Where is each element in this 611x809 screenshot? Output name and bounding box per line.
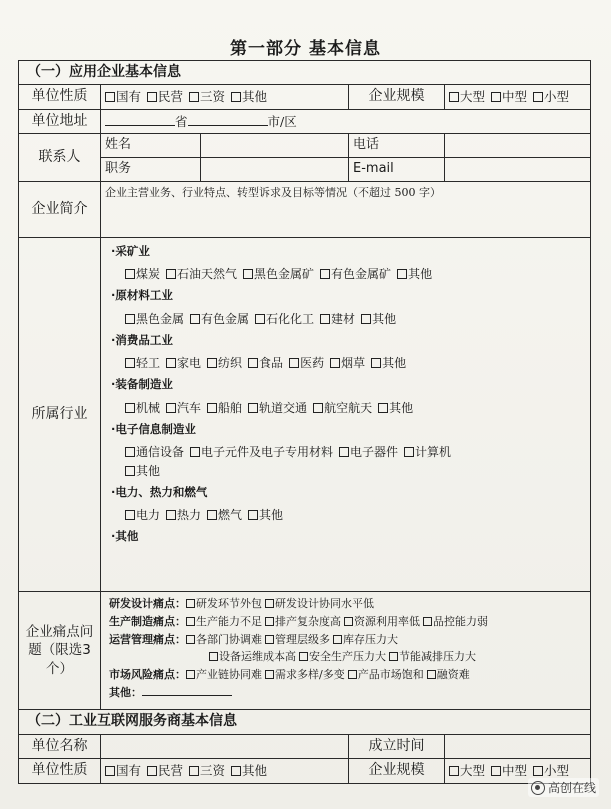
checkbox-label: 黑色金属 [136, 311, 185, 326]
checkbox-icon[interactable] [289, 358, 299, 368]
pain-other-row [109, 686, 586, 700]
pain-row [109, 650, 586, 664]
checkbox-option[interactable] [378, 401, 413, 415]
checkbox-option[interactable] [299, 650, 386, 663]
checkbox-icon[interactable] [265, 670, 274, 679]
checkbox-icon[interactable] [243, 269, 253, 279]
contact-phone-label: 电话 [349, 134, 445, 158]
contact-position-field[interactable] [201, 158, 349, 182]
checkbox-option[interactable] [105, 763, 141, 778]
industry-group-title: ·原材料工业 [111, 288, 173, 303]
checkbox-label: 汽车 [177, 400, 202, 415]
checkbox-label: 民营 [158, 763, 184, 779]
checkbox-label: 研发环节外包 [196, 597, 262, 610]
industry-group-title: ·消费品工业 [111, 332, 173, 347]
industry-group-options [125, 508, 584, 523]
checkbox-icon[interactable] [189, 92, 199, 102]
checkbox-icon[interactable] [189, 766, 199, 776]
wechat-logo-icon [531, 781, 545, 795]
intro-field[interactable] [101, 182, 591, 238]
checkbox-label: 家电 [177, 356, 202, 371]
checkbox-option[interactable] [371, 356, 406, 370]
checkbox-label: 资源利用率低 [354, 614, 420, 628]
checkbox-icon[interactable] [265, 599, 274, 608]
checkbox-icon[interactable] [255, 314, 265, 324]
checkbox-option[interactable] [313, 401, 372, 415]
checkbox-option[interactable] [330, 356, 365, 370]
checkbox-icon[interactable] [207, 403, 217, 413]
scale-label: 企业规模 [349, 85, 445, 110]
contact-name-field[interactable] [201, 134, 349, 158]
pain-row-title: 研发设计痛点： [109, 597, 186, 610]
scale-options [445, 85, 591, 110]
pain-row [109, 633, 586, 647]
checkbox-option[interactable] [207, 356, 242, 370]
checkbox-option[interactable] [449, 763, 485, 778]
pain-row [109, 668, 586, 682]
checkbox-icon[interactable] [320, 314, 330, 324]
checkbox-option[interactable] [125, 445, 184, 459]
checkbox-icon[interactable] [397, 269, 407, 279]
industry-group-title: ·装备制造业 [111, 377, 173, 392]
checkbox-label: 船舶 [218, 400, 243, 415]
checkbox-icon[interactable] [147, 92, 157, 102]
checkbox-icon[interactable] [320, 269, 330, 279]
checkbox-option[interactable] [389, 650, 476, 663]
checkbox-option[interactable] [190, 445, 333, 459]
checkbox-option[interactable] [125, 508, 160, 522]
industry-group-options [125, 401, 584, 416]
industry-group-options [125, 267, 584, 282]
checkbox-icon[interactable] [265, 635, 274, 644]
checkbox-icon[interactable] [105, 92, 115, 102]
checkbox-option[interactable] [248, 401, 307, 415]
checkbox-label: 需求多样/多变 [275, 668, 345, 681]
checkbox-label: 纺织 [218, 356, 243, 371]
checkbox-option[interactable] [125, 401, 160, 415]
checkbox-label: 其他 [242, 763, 268, 779]
checkbox-icon[interactable] [105, 766, 115, 776]
contact-name-label: 姓名 [101, 134, 201, 158]
checkbox-option[interactable] [339, 445, 398, 459]
checkbox-option[interactable] [186, 615, 262, 628]
checkbox-option[interactable] [397, 267, 432, 281]
checkbox-label: 三资 [200, 89, 226, 105]
checkbox-icon[interactable] [299, 652, 308, 661]
section2-heading: （二）工业互联网服务商基本信息 [19, 710, 591, 735]
page-title: 第一部分 基本信息 [230, 39, 381, 59]
industry-group-title: ·采矿业 [111, 244, 150, 258]
checkbox-label: 中型 [502, 89, 528, 105]
checkbox-option[interactable] [183, 89, 225, 104]
checkbox-option[interactable] [289, 356, 324, 370]
industry-options [101, 238, 591, 592]
checkbox-option[interactable] [527, 89, 569, 104]
checkbox-option[interactable] [248, 356, 283, 370]
checkbox-label: 石化化工 [266, 311, 315, 326]
checkbox-option[interactable] [125, 464, 160, 478]
checkbox-option[interactable] [183, 763, 225, 778]
checkbox-option[interactable] [265, 633, 330, 646]
watermark [528, 778, 599, 797]
checkbox-option[interactable] [449, 89, 485, 104]
checkbox-icon[interactable] [190, 447, 200, 457]
checkbox-label: 生产能力不足 [196, 614, 262, 628]
checkbox-label: 产业链协同难 [196, 668, 262, 681]
contact-email-field[interactable] [445, 158, 591, 182]
checkbox-option[interactable] [265, 597, 374, 610]
checkbox-label: 轻工 [136, 356, 161, 371]
checkbox-icon[interactable] [166, 269, 176, 279]
checkbox-label: 有色金属矿 [331, 267, 392, 282]
checkbox-label: 航空航天 [324, 400, 373, 415]
checkbox-icon[interactable] [361, 314, 371, 324]
checkbox-option[interactable] [248, 508, 283, 522]
checkbox-label: 排产复杂度高 [275, 614, 341, 628]
pain-row-title: 生产制造痛点： [109, 614, 186, 628]
checkbox-label: 各部门协调难 [196, 632, 262, 646]
checkbox-option[interactable] [141, 89, 183, 104]
checkbox-option[interactable] [190, 312, 249, 326]
province-suffix: 省 [175, 113, 188, 129]
city-suffix: 市/区 [267, 113, 297, 129]
pain-row-title: 市场风险痛点： [109, 668, 186, 681]
checkbox-label: 品控能力弱 [433, 614, 488, 628]
checkbox-icon[interactable] [125, 447, 135, 457]
city-blank[interactable] [188, 115, 268, 126]
section1-heading: （一）应用企业基本信息 [19, 61, 591, 85]
checkbox-option[interactable] [243, 267, 314, 281]
checkbox-label: 其他 [389, 400, 414, 415]
checkbox-icon[interactable] [248, 358, 258, 368]
checkbox-icon[interactable] [186, 635, 195, 644]
pain-row-title: 运营管理痛点： [109, 632, 186, 646]
checkbox-option[interactable] [141, 763, 183, 778]
checkbox-icon[interactable] [166, 510, 176, 520]
checkbox-icon[interactable] [449, 766, 459, 776]
checkbox-icon[interactable] [533, 92, 543, 102]
checkbox-option[interactable] [527, 763, 569, 778]
address-label: 单位地址 [19, 110, 101, 134]
checkbox-option[interactable] [166, 267, 237, 281]
checkbox-icon[interactable] [248, 510, 258, 520]
pain-other-blank[interactable] [142, 686, 232, 696]
checkbox-icon[interactable] [125, 403, 135, 413]
checkbox-icon[interactable] [186, 617, 195, 626]
checkbox-option[interactable] [344, 615, 420, 628]
checkbox-label: 管理层级多 [275, 632, 330, 646]
contact-position-label: 职务 [101, 158, 201, 182]
checkbox-icon[interactable] [147, 766, 157, 776]
checkbox-icon[interactable] [423, 617, 432, 626]
checkbox-label: 三资 [200, 763, 226, 779]
checkbox-label: 研发设计协同水平低 [275, 597, 374, 610]
contact-label: 联系人 [19, 134, 101, 182]
pain-other-label: 其他： [109, 685, 142, 699]
checkbox-option[interactable] [225, 89, 267, 104]
watermark-text: 高创在线 [547, 781, 596, 795]
checkbox-option[interactable] [166, 508, 201, 522]
unit-nature-label: 单位性质 [19, 85, 101, 110]
checkbox-label: 国有 [116, 89, 142, 105]
checkbox-option[interactable] [485, 763, 527, 778]
s2-unit-nature-label: 单位性质 [19, 759, 101, 784]
checkbox-label: 电子器件 [350, 444, 399, 459]
industry-group-title: ·电子信息制造业 [111, 421, 196, 436]
checkbox-icon[interactable] [449, 92, 459, 102]
pain-options [101, 592, 591, 710]
checkbox-label: 融资难 [436, 668, 470, 681]
checkbox-option[interactable] [125, 312, 184, 326]
checkbox-option[interactable] [166, 401, 201, 415]
checkbox-option[interactable] [105, 89, 141, 104]
checkbox-label: 有色金属 [201, 311, 250, 326]
checkbox-option[interactable] [207, 401, 242, 415]
checkbox-label: 其他 [408, 267, 433, 282]
checkbox-label: 大型 [460, 763, 486, 779]
pain-row [109, 597, 586, 611]
checkbox-option[interactable] [225, 763, 267, 778]
checkbox-icon[interactable] [231, 766, 241, 776]
checkbox-icon[interactable] [371, 358, 381, 368]
industry-group-options [125, 356, 584, 371]
checkbox-label: 安全生产压力大 [309, 650, 386, 664]
basic-info-form [18, 60, 591, 784]
checkbox-option[interactable] [209, 650, 296, 663]
checkbox-icon[interactable] [207, 358, 217, 368]
checkbox-option[interactable] [485, 89, 527, 104]
industry-group-options [125, 464, 584, 479]
checkbox-option[interactable] [186, 668, 262, 681]
industry-group-options [125, 312, 584, 327]
checkbox-label: 石油天然气 [177, 267, 238, 282]
checkbox-icon[interactable] [348, 670, 357, 679]
checkbox-label: 烟草 [341, 356, 366, 371]
checkbox-icon[interactable] [248, 403, 258, 413]
contact-phone-field[interactable] [445, 134, 591, 158]
checkbox-label: 大型 [460, 89, 486, 105]
checkbox-label: 计算机 [415, 444, 452, 459]
checkbox-icon[interactable] [207, 510, 217, 520]
checkbox-option[interactable] [265, 615, 341, 628]
checkbox-icon[interactable] [125, 269, 135, 279]
checkbox-icon[interactable] [265, 617, 274, 626]
checkbox-option[interactable] [255, 312, 314, 326]
checkbox-label: 热力 [177, 508, 202, 523]
checkbox-option[interactable] [404, 445, 451, 459]
checkbox-option[interactable] [427, 668, 470, 681]
checkbox-option[interactable] [186, 633, 262, 646]
checkbox-icon[interactable] [125, 510, 135, 520]
pain-label: 企业痛点问题（限选3个） [19, 592, 101, 710]
checkbox-icon[interactable] [231, 92, 241, 102]
checkbox-option[interactable] [333, 633, 398, 646]
checkbox-label: 黑色金属矿 [254, 267, 315, 282]
checkbox-label: 医药 [300, 356, 325, 371]
checkbox-icon[interactable] [333, 635, 342, 644]
contact-email-label: E-mail [349, 158, 445, 182]
checkbox-label: 电力 [136, 508, 161, 523]
checkbox-icon[interactable] [125, 466, 135, 476]
checkbox-label: 设备运维成本高 [219, 650, 296, 664]
checkbox-option[interactable] [186, 597, 262, 610]
checkbox-label: 其他 [136, 463, 161, 478]
checkbox-option[interactable] [348, 668, 424, 681]
checkbox-label: 小型 [544, 763, 570, 779]
checkbox-label: 其他 [382, 356, 407, 371]
s2-unit-nature-options [101, 759, 349, 784]
checkbox-option[interactable] [125, 356, 160, 370]
checkbox-icon[interactable] [166, 358, 176, 368]
checkbox-label: 民营 [158, 89, 184, 105]
checkbox-label: 库存压力大 [343, 632, 398, 646]
checkbox-icon[interactable] [125, 314, 135, 324]
checkbox-label: 燃气 [218, 508, 243, 523]
province-blank[interactable] [105, 115, 175, 126]
address-field[interactable] [101, 110, 591, 134]
checkbox-label: 产品市场饱和 [357, 668, 424, 681]
checkbox-option[interactable] [265, 668, 345, 681]
checkbox-icon[interactable] [190, 314, 200, 324]
checkbox-icon[interactable] [378, 403, 388, 413]
checkbox-label: 通信设备 [136, 444, 185, 459]
intro-label: 企业简介 [19, 182, 101, 238]
established-field[interactable] [445, 735, 591, 759]
checkbox-icon[interactable] [339, 447, 349, 457]
checkbox-option[interactable] [207, 508, 242, 522]
checkbox-option[interactable] [125, 267, 160, 281]
checkbox-icon[interactable] [313, 403, 323, 413]
unit-nature-options [101, 85, 349, 110]
checkbox-label: 其他 [259, 508, 284, 523]
checkbox-option[interactable] [320, 312, 355, 326]
checkbox-label: 中型 [502, 763, 528, 779]
s2-scale-label: 企业规模 [349, 759, 445, 784]
checkbox-option[interactable] [361, 312, 396, 326]
checkbox-icon[interactable] [491, 92, 501, 102]
industry-label: 所属行业 [19, 238, 101, 592]
checkbox-label: 节能减排压力大 [399, 650, 476, 664]
unit-name-label: 单位名称 [19, 735, 101, 759]
checkbox-icon[interactable] [389, 652, 398, 661]
checkbox-label: 食品 [259, 356, 284, 371]
established-label: 成立时间 [349, 735, 445, 759]
checkbox-icon[interactable] [427, 670, 436, 679]
checkbox-icon[interactable] [404, 447, 414, 457]
industry-group-title: ·电力、热力和燃气 [111, 484, 208, 499]
checkbox-label: 煤炭 [136, 267, 161, 282]
checkbox-icon[interactable] [533, 766, 543, 776]
checkbox-icon[interactable] [344, 617, 353, 626]
checkbox-label: 国有 [116, 763, 142, 779]
checkbox-icon[interactable] [186, 599, 195, 608]
checkbox-icon[interactable] [209, 652, 218, 661]
checkbox-option[interactable] [320, 267, 391, 281]
industry-group-title: ·其他 [111, 529, 139, 544]
checkbox-label: 建材 [331, 311, 356, 326]
checkbox-label: 其他 [242, 89, 268, 105]
checkbox-icon[interactable] [330, 358, 340, 368]
checkbox-icon[interactable] [166, 403, 176, 413]
checkbox-label: 机械 [136, 400, 161, 415]
checkbox-label: 电子元件及电子专用材料 [201, 444, 334, 459]
checkbox-label: 轨道交通 [259, 400, 308, 415]
checkbox-icon[interactable] [186, 670, 195, 679]
checkbox-option[interactable] [423, 615, 488, 628]
checkbox-icon[interactable] [125, 358, 135, 368]
unit-name-field[interactable] [101, 735, 349, 759]
intro-hint: 企业主营业务、行业特点、转型诉求及目标等情况（不超过 500 字） [105, 186, 441, 199]
industry-group-options [125, 445, 584, 460]
checkbox-label: 小型 [544, 89, 570, 105]
checkbox-option[interactable] [166, 356, 201, 370]
checkbox-icon[interactable] [491, 766, 501, 776]
pain-row [109, 615, 586, 629]
checkbox-label: 其他 [372, 311, 397, 326]
